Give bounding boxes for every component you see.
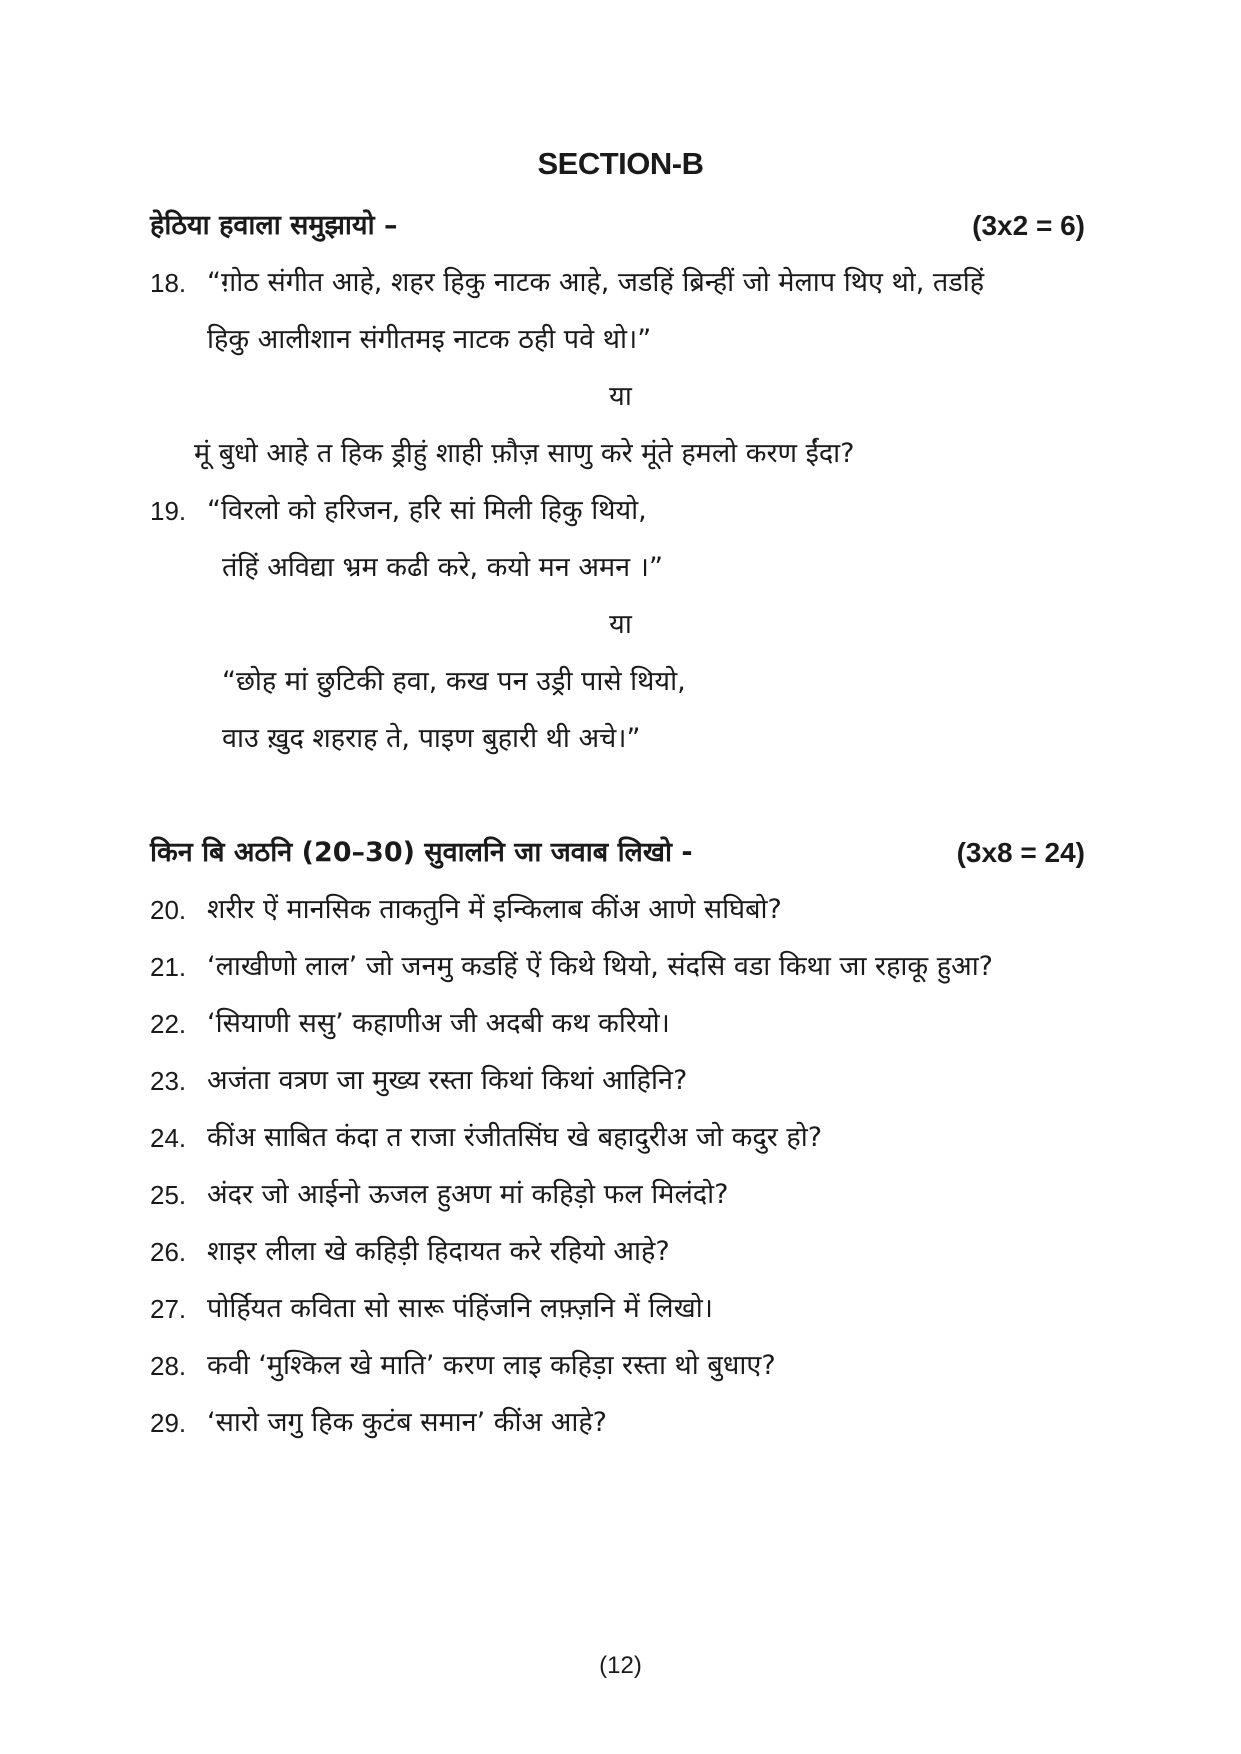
question-27-text: पोर्हियत कविता सो सारू पंहिंजनि लफ़्ज़नि में लिखो।: [207, 1293, 713, 1324]
part2-instruction: किन बि अठनि (20–30) सुवालनि जा जवाब लिखो -: [150, 837, 693, 868]
question-19-alternative-line2: वाउ ख़ुद शहराह ते, पाइण बुहारी थी अचे।”: [222, 723, 641, 754]
question-number-20: 20.: [150, 895, 187, 925]
question-number-26: 26.: [150, 1237, 187, 1267]
question-number-29: 29.: [150, 1408, 187, 1438]
question-number-19: 19.: [150, 496, 187, 526]
question-19-alternative-line1: “छोह मां छुटिकी हवा, कख पन उड्री पासे थियो,: [222, 666, 686, 697]
question-29-text: ‘सारो जगु हिक कुटंब समान’ कींअ आहे?: [207, 1407, 607, 1438]
question-20-text: शरीर ऐं मानसिक ताकतुनि में इन्किलाब कींअ आणे सघिबो?: [207, 894, 782, 925]
question-21-text: ‘लाखीणो लाल’ जो जनमु कडहिं ऐं किथे थियो, संदसि वडा किथा जा रहाकू हुआ?: [207, 951, 993, 982]
question-number-24: 24.: [150, 1123, 187, 1153]
question-19-line1: “विरलो को हरिजन, हरि सां मिली हिकु थियो,: [207, 495, 647, 526]
question-26-text: शाइर लीला खे कहिड़ी हिदायत करे रहियो आहे?: [207, 1236, 670, 1267]
part2-marks: (3x8 = 24): [956, 837, 1085, 868]
question-number-27: 27.: [150, 1294, 187, 1324]
question-23-text: अजंता वत्रण जा मुख्य रस्ता किथां किथां आहिनि?: [207, 1065, 688, 1096]
question-number-23: 23.: [150, 1066, 187, 1096]
question-25-text: अंदर जो आईनो ऊजल हुअण मां कहिड़ो फल मिलंदो?: [207, 1179, 729, 1210]
question-number-22: 22.: [150, 1009, 187, 1039]
question-19-line2: तंहिं अविद्या भ्रम कढी करे, कयो मन अमन ।”: [222, 552, 663, 583]
question-18-alternative: मूं बुधो आहे त हिक ड्रीहुं शाही फ़ौज़ साणु करे मूंते हमलो करण ईंदा?: [194, 438, 855, 469]
part1-instruction: हेठिया हवाला समुझायो –: [150, 210, 398, 241]
question-18-line1: “ग़ोठ संगीत आहे, शहर हिकु नाटक आहे, जडहिं ब्रिन्हीं जो मेलाप थिए थो, तडहिं: [207, 267, 985, 298]
or-separator-18: या: [609, 381, 632, 412]
question-number-28: 28.: [150, 1351, 187, 1381]
question-24-text: कींअ साबित कंदा त राजा रंजीतसिंघ खे बहादुरीअ जो कदुर हो?: [207, 1122, 823, 1153]
part1-marks: (3x2 = 6): [972, 210, 1085, 241]
question-22-text: ‘सियाणी ससु’ कहाणीअ जी अदबी कथ करियो।: [207, 1008, 670, 1039]
question-18-line2: हिकु आलीशान संगीतमइ नाटक ठही पवे थो।”: [207, 324, 652, 355]
or-separator-19: या: [609, 609, 632, 640]
section-title: SECTION-B: [537, 146, 704, 181]
question-number-18: 18.: [150, 268, 187, 298]
question-number-21: 21.: [150, 952, 187, 982]
page-number: (12): [599, 1652, 642, 1679]
part2-instruction-row: [150, 833, 1085, 873]
part1-instruction-row: [150, 206, 1085, 246]
question-28-text: कवी ‘मुश्किल खे माति’ करण लाइ कहिड़ा रस्ता थो बुधाए?: [207, 1350, 776, 1381]
question-number-25: 25.: [150, 1180, 187, 1210]
